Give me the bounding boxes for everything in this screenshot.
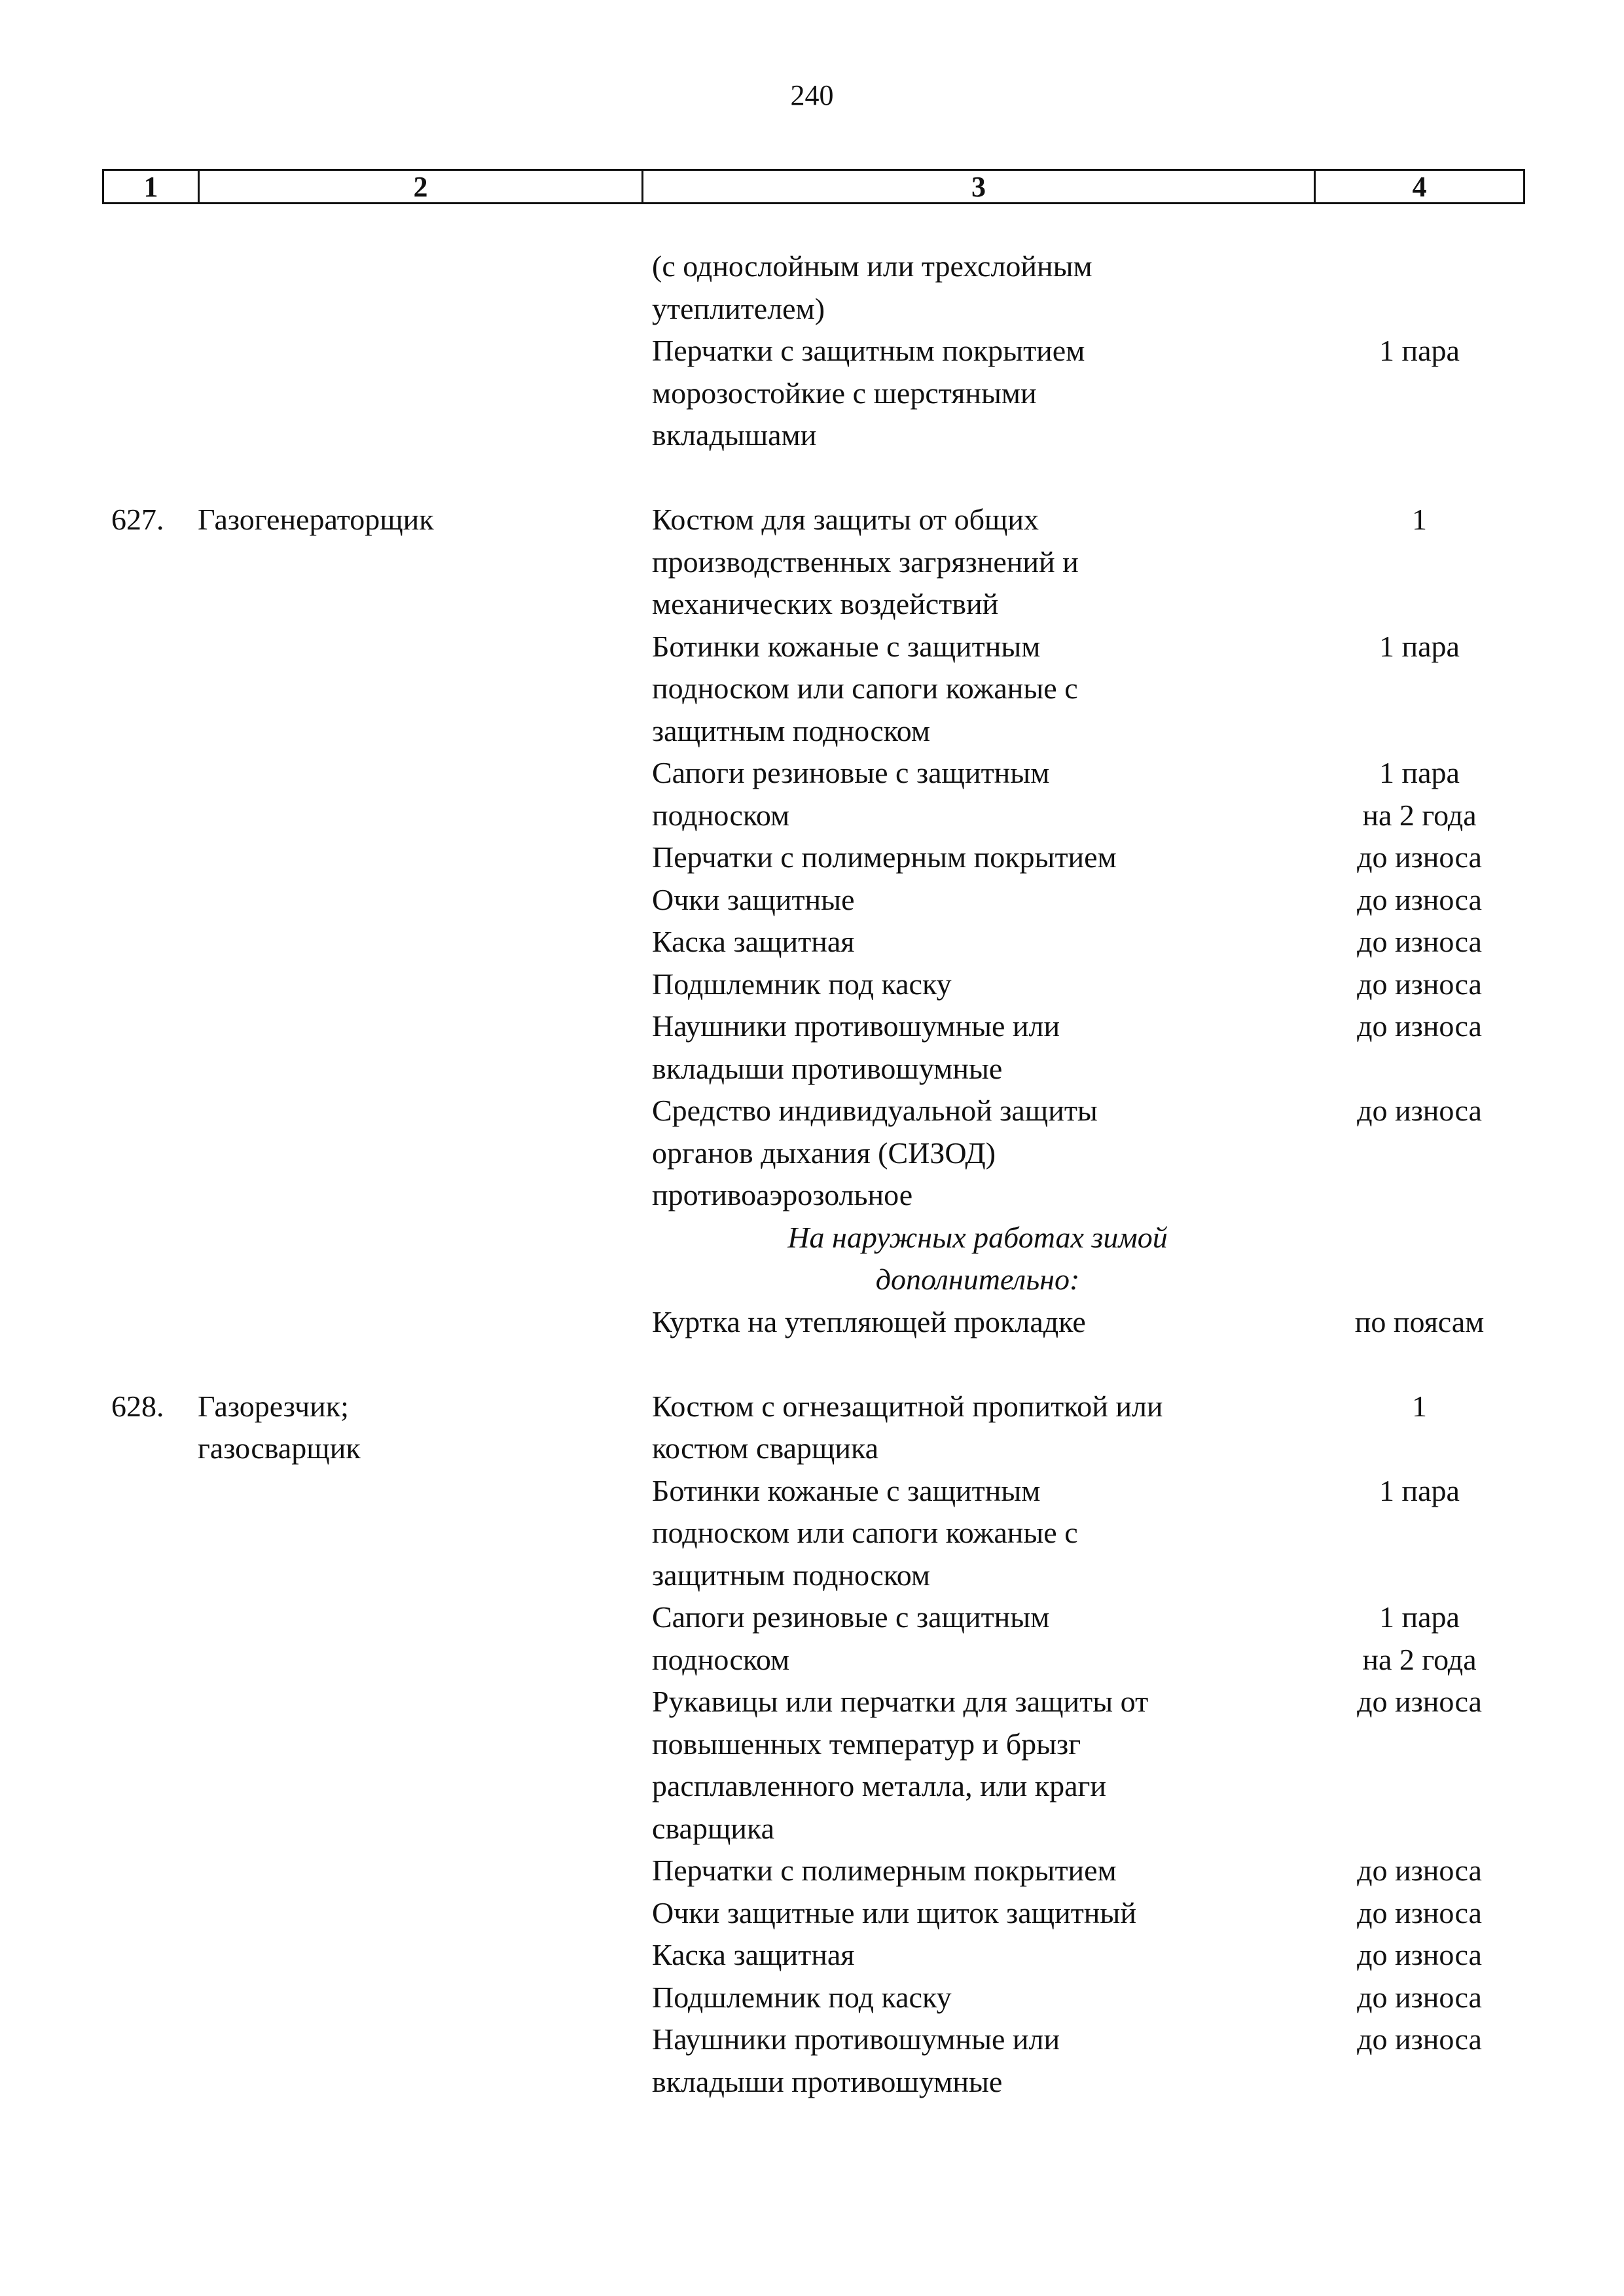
ppe-item-name: Костюм с огнезащитной пропиткой или костюм сварщика (652, 1389, 1163, 1465)
ppe-item-name: Сапоги резиновые с защитным подноском (652, 756, 1050, 832)
ppe-item-name: Рукавицы или перчатки для защиты от повышенных температур и брызг расплавленного металла, или краги сварщика (652, 1685, 1149, 1845)
ppe-item-name: Наушники противошумные или вкладыши противошумные (652, 1009, 1060, 1085)
ppe-item (641, 836, 1525, 879)
ppe-item-quantity: до износа (1357, 967, 1482, 1001)
ppe-item-quantity: до износа (1357, 925, 1482, 958)
header-col-4: 4 (1412, 170, 1427, 203)
ppe-item-name: (с однослойным или трехслойным утеплителем) (652, 249, 1092, 325)
ppe-item-name: Костюм для защиты от общих производственных загрязнений и механических воздействий (652, 503, 1079, 620)
ppe-item-name: Средство индивидуальной защиты органов дыхания (СИЗОД) противоаэрозольное (652, 1094, 1098, 1211)
ppe-item (641, 1934, 1525, 1977)
ppe-item (641, 1005, 1525, 1090)
ppe-item (641, 245, 1525, 330)
ppe-list (641, 1386, 1525, 2104)
ppe-item (641, 963, 1525, 1006)
ppe-list (641, 245, 1525, 457)
row-number (102, 245, 198, 457)
ppe-item-quantity: 1 (1412, 1389, 1427, 1423)
job-title (198, 245, 641, 457)
ppe-item-quantity: до износа (1357, 1094, 1482, 1127)
section-note: На наружных работах зимой дополнительно: (787, 1220, 1168, 1296)
ppe-item-quantity: 1 пара на 2 года (1362, 1600, 1477, 1676)
ppe-item-quantity: 1 пара (1379, 629, 1460, 663)
ppe-item-name: Очки защитные (652, 882, 855, 916)
ppe-item (641, 1681, 1525, 1850)
ppe-item (641, 1892, 1525, 1935)
ppe-item (641, 921, 1525, 963)
ppe-item (641, 879, 1525, 922)
header-col-1: 1 (104, 171, 200, 202)
ppe-item (641, 1301, 1525, 1344)
ppe-item-quantity: до износа (1357, 1980, 1482, 2014)
job-title: Газогенераторщик (198, 503, 434, 536)
ppe-item-name: Подшлемник под каску (652, 967, 952, 1001)
ppe-item-name: Ботинки кожаные с защитным подноском или сапоги кожаные с защитным подноском (652, 1473, 1078, 1592)
ppe-item (641, 499, 1525, 626)
ppe-item (641, 1090, 1525, 1217)
ppe-item-quantity: до износа (1357, 1854, 1482, 1887)
ppe-item-quantity: до износа (1357, 1685, 1482, 1718)
ppe-item-name: Перчатки с защитным покрытием морозостойкие с шерстяными вкладышами (652, 334, 1085, 452)
ppe-item (641, 752, 1525, 836)
ppe-item-quantity: 1 пара на 2 года (1362, 756, 1477, 832)
page-number: 240 (790, 79, 834, 111)
ppe-item (641, 626, 1525, 753)
ppe-item (641, 1850, 1525, 1892)
ppe-list (641, 499, 1525, 1343)
header-col-2: 2 (200, 171, 643, 202)
ppe-item (641, 330, 1525, 457)
table-row (102, 245, 1525, 457)
ppe-item-quantity: до износа (1357, 1895, 1482, 1929)
table-body (102, 245, 1525, 2103)
ppe-item-name: Перчатки с полимерным покрытием (652, 1854, 1117, 1887)
ppe-item-quantity: по поясам (1354, 1304, 1485, 1338)
ppe-item-name: Каска защитная (652, 1938, 855, 1971)
ppe-item-quantity: до износа (1357, 840, 1482, 874)
ppe-item (641, 2018, 1525, 2103)
ppe-item-name: Перчатки с полимерным покрытием (652, 840, 1117, 874)
ppe-item-quantity: до износа (1357, 1938, 1482, 1971)
ppe-item-name: Подшлемник под каску (652, 1980, 952, 2014)
ppe-item-quantity: до износа (1357, 882, 1482, 916)
ppe-item-name: Ботинки кожаные с защитным подноском или сапоги кожаные с защитным подноском (652, 629, 1078, 747)
ppe-item-quantity: 1 (1412, 503, 1427, 536)
header-col-3: 3 (643, 171, 1316, 202)
row-number: 628. (111, 1389, 164, 1423)
ppe-item-quantity: до износа (1357, 2022, 1482, 2056)
ppe-item (641, 1596, 1525, 1681)
ppe-item-name: Куртка на утепляющей прокладке (652, 1304, 1086, 1338)
ppe-item-name: Наушники противошумные или вкладыши противошумные (652, 2022, 1060, 2098)
table-row (102, 1386, 1525, 2104)
ppe-item-name: Очки защитные или щиток защитный (652, 1895, 1136, 1929)
table-header (102, 169, 1525, 204)
ppe-item-quantity: 1 пара (1379, 334, 1460, 367)
ppe-item-name: Каска защитная (652, 925, 855, 958)
ppe-item-quantity: до износа (1357, 1009, 1482, 1043)
ppe-item (641, 1386, 1525, 1470)
ppe-item (641, 1470, 1525, 1597)
job-title: Газорезчик; газосварщик (198, 1389, 361, 1465)
ppe-item (641, 1977, 1525, 2019)
row-number: 627. (111, 503, 164, 536)
ppe-item-name: Сапоги резиновые с защитным подноском (652, 1600, 1050, 1676)
ppe-item-quantity (1314, 245, 1525, 330)
table-row (102, 499, 1525, 1343)
ppe-item-quantity: 1 пара (1379, 1473, 1460, 1507)
